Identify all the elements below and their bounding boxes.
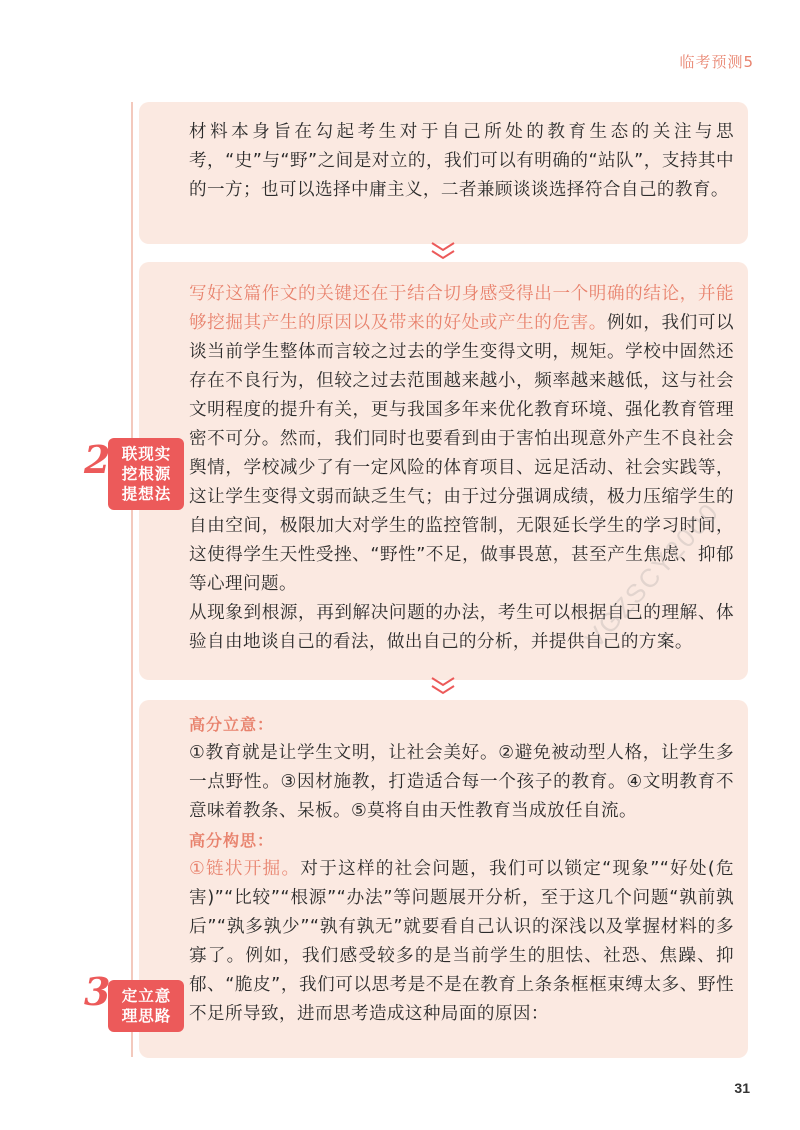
analysis-text: 例如，我们可以谈当前学生整体而言较之过去的学生变得文明，规矩。学校中固然还存在不良行为，但较之过去范围越来越小，频率越来越低，这与社会文明程度的提升有关，更与我国多年来优化教育环境、强化教育管理密不可分。然而，我们同时也要看到由于害怕出现意外产生不良社会舆情，学校减少了有一定风险的体育项目、远足活动、社会实践等，这让学生变得文弱而缺乏生气；由于过分强调成绩，极力压缩学生的自由空间，极限加大对学生的监控管制，无限延长学生的学习时间，这使得学生天性受挫、“野性”不足，做事畏葸，甚至产生焦虑、抑郁等心理问题。: [189, 313, 734, 594]
heading-high-score-theme: 高分立意：: [189, 715, 275, 734]
page-number: 31: [734, 1080, 750, 1096]
plan-highlight: ①链状开掘。: [189, 859, 301, 879]
section-tag: 临考预测5: [679, 53, 754, 71]
step-badge: 联现实挖根源提想法: [108, 438, 184, 510]
chevron-down-icon: [429, 240, 457, 262]
ideas-box: [139, 700, 748, 1058]
watermark: VGZSCY2000: [579, 496, 725, 654]
analysis-highlight: 写好这篇作文的关键还在于结合切身感受得出一个明确的结论，并能够挖掘其产生的原因以及带来的好处或产生的危害。: [189, 284, 734, 333]
vertical-divider: [131, 102, 133, 1057]
theme-paragraph: ①教育就是让学生文明，让社会美好。②避免被动型人格，让学生多一点野性。③因材施教，打造适合每一个孩子的教育。④文明教育不意味着教条、呆板。⑤莫将自由天性教育当成放任自流。: [189, 743, 734, 821]
plan-paragraph: [189, 855, 734, 1029]
intro-box: [139, 102, 748, 244]
analysis-paragraph-2: 从现象到根源，再到解决问题的办法，考生可以根据自己的理解、体验自由地谈自己的看法，做出自己的分析，并提供自己的方案。: [189, 603, 734, 652]
step-badge: 定立意理思路: [108, 980, 184, 1032]
step-2-label: [84, 438, 184, 510]
plan-text: 对于这样的社会问题，我们可以锁定“现象”“好处(危害)”“比较”“根源”“办法”等问题展开分析，至于这几个问题“孰前孰后”“孰多孰少”“孰有孰无”就要看自己认识的深浅以及掌握材料的多寡了。例如，我们感受较多的是当前学生的胆怯、社恐、焦躁、抑郁、“脆皮”，我们可以思考是不是在教育上条条框框束缚太多、野性不足所导致，进而思考造成这种局面的原因：: [189, 859, 734, 1024]
chevron-down-icon: [429, 675, 457, 697]
step-number: 3: [84, 969, 111, 1014]
step-number: 2: [84, 437, 111, 482]
analysis-box: [139, 262, 748, 680]
intro-paragraph: 材料本身旨在勾起考生对于自己所处的教育生态的关注与思考，“史”与“野”之间是对立的，我们可以有明确的“站队”，支持其中的一方；也可以选择中庸主义，二者兼顾谈谈选择符合自己的教育。: [189, 122, 734, 200]
heading-high-score-plan: 高分构思：: [189, 831, 275, 850]
step-3-label: [84, 969, 184, 1032]
